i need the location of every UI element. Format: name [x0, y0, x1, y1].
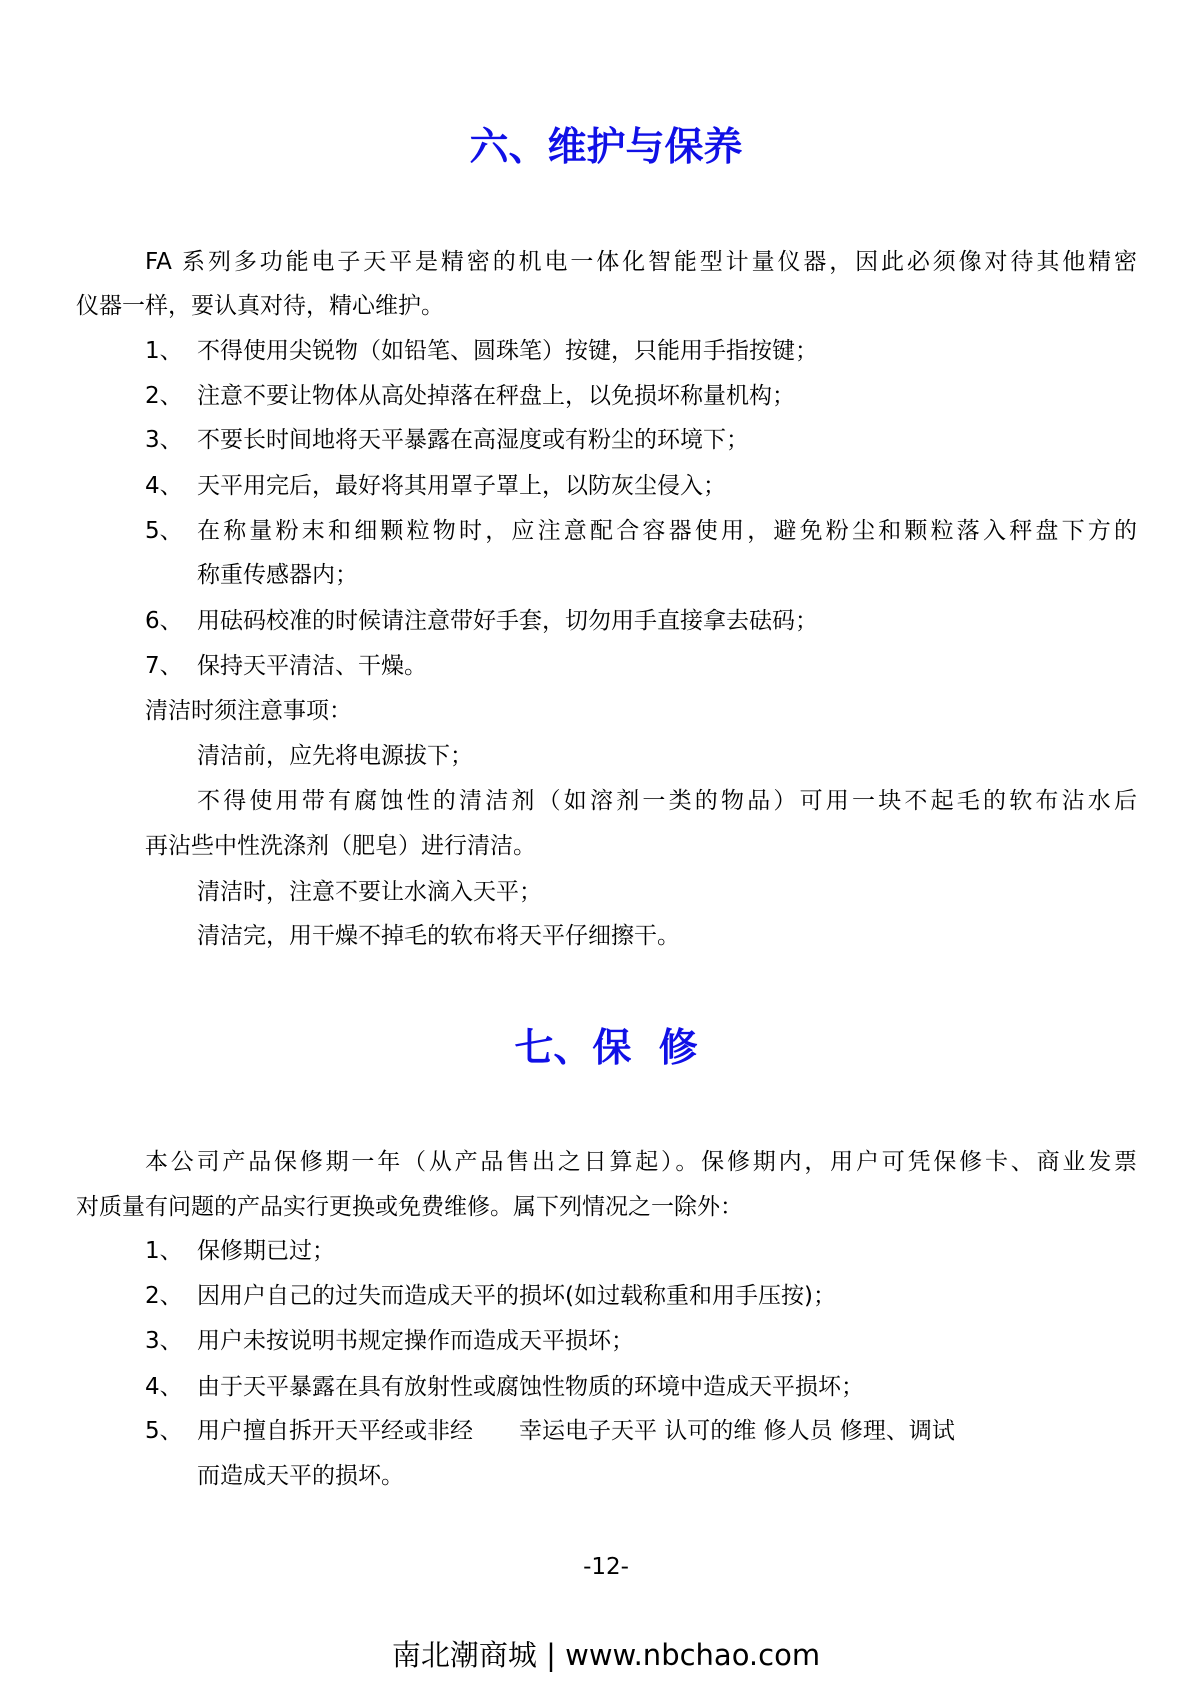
list-number: 1、	[145, 1238, 183, 1264]
list-number: 7、	[145, 653, 183, 679]
cleaning-heading: 清洁时须注意事项：	[145, 698, 352, 724]
paragraph-line: 对质量有问题的产品实行更换或免费维修。属下列情况之一除外：	[76, 1194, 743, 1220]
page-number: -12-	[583, 1554, 629, 1580]
list-number: 5、	[145, 1418, 183, 1444]
list-number: 3、	[145, 1328, 183, 1354]
list-item: 因用户自己的过失而造成天平的损坏(如过载称重和用手压按)；	[197, 1283, 836, 1309]
list-item: 由于天平暴露在具有放射性或腐蚀性物质的环境中造成天平损坏；	[197, 1374, 864, 1400]
cleaning-line: 清洁时，注意不要让水滴入天平；	[197, 879, 542, 905]
list-number: 3、	[145, 427, 183, 453]
list-item: 不得使用尖锐物（如铅笔、圆珠笔）按键，只能用手指按键；	[197, 338, 818, 364]
cleaning-line: 再沾些中性洗涤剂（肥皂）进行清洁。	[145, 833, 536, 859]
cleaning-line: 清洁完，用干燥不掉毛的软布将天平仔细擦干。	[197, 923, 680, 949]
list-item: 保修期已过；	[197, 1238, 335, 1264]
list-item: 在称量粉末和细颗粒物时，应注意配合容器使用，避免粉尘和颗粒落入秤盘下方的	[197, 518, 1137, 544]
list-item: 注意不要让物体从高处掉落在秤盘上，以免损坏称量机构；	[197, 383, 795, 409]
list-number: 2、	[145, 1283, 183, 1309]
list-item: 不要长时间地将天平暴露在高湿度或有粉尘的环境下；	[197, 427, 749, 453]
paragraph-line: 本公司产品保修期一年（从产品售出之日算起）。保修期内，用户可凭保修卡、商业发票	[145, 1149, 1137, 1175]
list-item: 保持天平清洁、干燥。	[197, 653, 427, 679]
list-number: 4、	[145, 1374, 183, 1400]
list-item: 用户未按说明书规定操作而造成天平损坏；	[197, 1328, 634, 1354]
section-7-title: 七、保 修	[514, 1026, 698, 1071]
list-number: 5、	[145, 518, 183, 544]
paragraph-line: FA 系列多功能电子天平是精密的机电一体化智能型计量仪器，因此必须像对待其他精密	[145, 249, 1137, 275]
list-number: 4、	[145, 473, 183, 499]
list-number: 6、	[145, 608, 183, 634]
list-item: 用砝码校准的时候请注意带好手套，切勿用手直接拿去砝码；	[197, 608, 818, 634]
list-number: 2、	[145, 383, 183, 409]
cleaning-line: 清洁前，应先将电源拔下；	[197, 743, 473, 769]
list-item-continuation: 而造成天平的损坏。	[197, 1463, 404, 1489]
list-item-continuation: 称重传感器内；	[197, 562, 358, 588]
paragraph-line: 仪器一样，要认真对待，精心维护。	[76, 293, 444, 319]
list-item: 用户擅自拆开天平经或非经 幸运电子天平 认可的维 修人员 修理、调试	[197, 1418, 955, 1444]
section-6-title: 六、维护与保养	[469, 125, 743, 170]
list-item: 天平用完后，最好将其用罩子罩上，以防灰尘侵入；	[197, 473, 726, 499]
list-number: 1、	[145, 338, 183, 364]
footer-watermark: 南北潮商城 | www.nbchao.com	[391, 1638, 821, 1672]
cleaning-line: 不得使用带有腐蚀性的清洁剂（如溶剂一类的物品）可用一块不起毛的软布沾水后	[197, 788, 1137, 814]
